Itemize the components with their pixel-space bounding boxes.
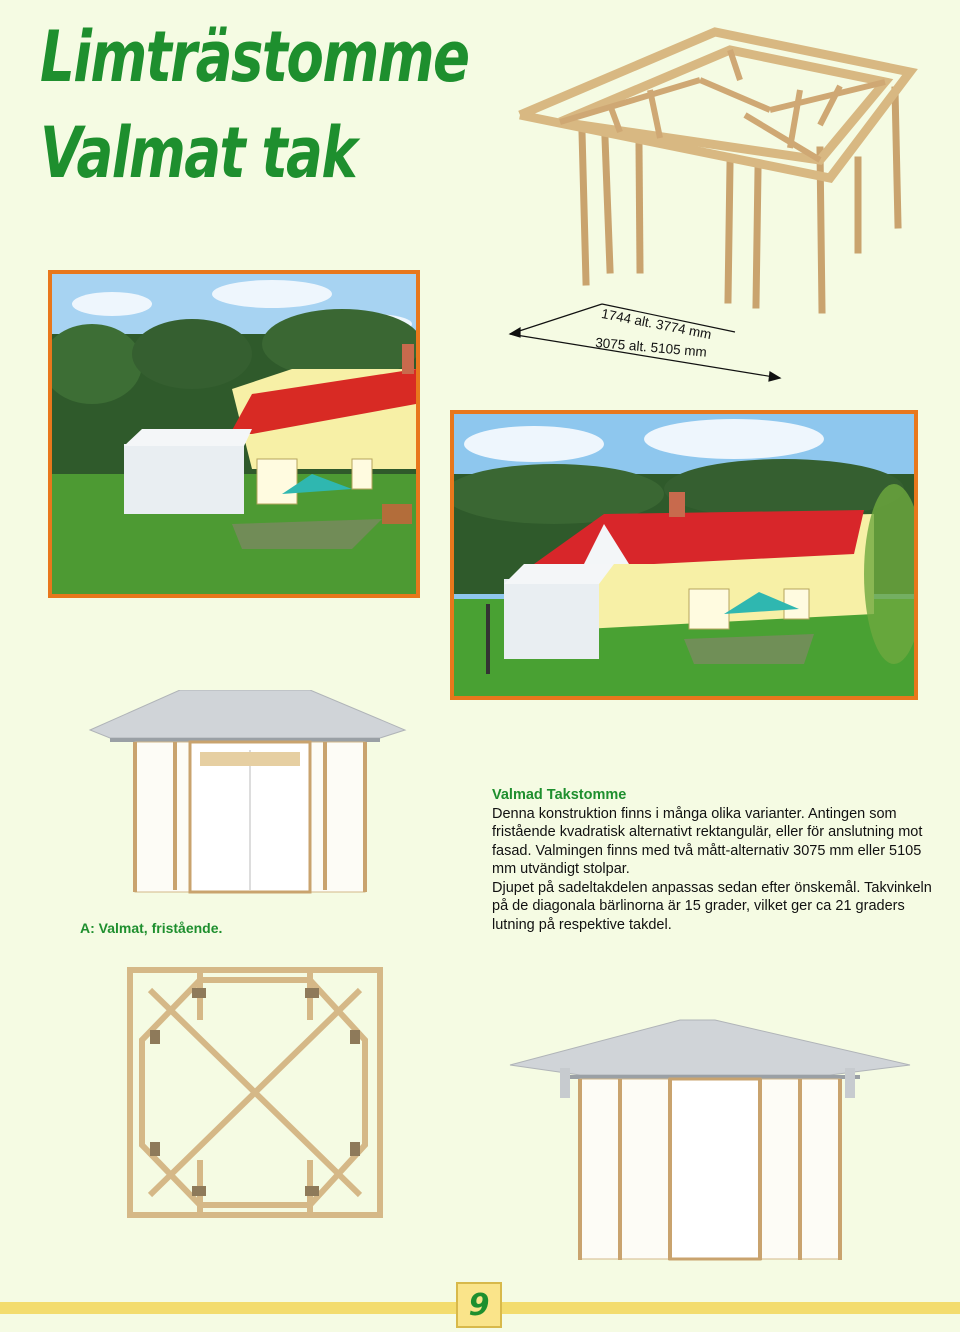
dimension-label-2: 3075 alt. 5105 mm xyxy=(594,335,708,360)
roof-plan-drawing xyxy=(120,960,390,1225)
house-photo-1 xyxy=(48,270,420,598)
description-paragraph-1: Denna konstruktion finns i många olika varianter. Antingen som fristående kvadratisk alternativt rektangulär, eller för anslutning mot fasad. Valmingen finns med två mått-alternativ 3075 mm eller 5105 mm utvändigt stolpar. xyxy=(492,805,923,877)
page-number-box xyxy=(456,1282,502,1328)
description-block xyxy=(492,786,932,934)
page-title-line2: Valmat tak xyxy=(40,112,357,194)
description-paragraph-2: Djupet på sadeltakdelen anpassas sedan efter önskemål. Takvinkeln på de diagonala bärlinorna är 15 grader, vilket ger ca 21 graders lutning på respektive takdel. xyxy=(492,879,932,933)
page-number: 9 xyxy=(468,1287,490,1323)
figure-caption: A: Valmat, fristående. xyxy=(80,920,223,936)
page-title-line1: Limträstomme xyxy=(40,16,469,98)
dimension-label-1: 1744 alt. 3774 mm xyxy=(600,306,713,343)
house-photo-2 xyxy=(450,410,918,700)
pavilion-drawing-perspective xyxy=(500,1010,920,1265)
section-heading: Valmad Takstomme xyxy=(492,787,627,803)
dimension-lines xyxy=(500,290,800,390)
pavilion-drawing-front xyxy=(80,690,420,900)
